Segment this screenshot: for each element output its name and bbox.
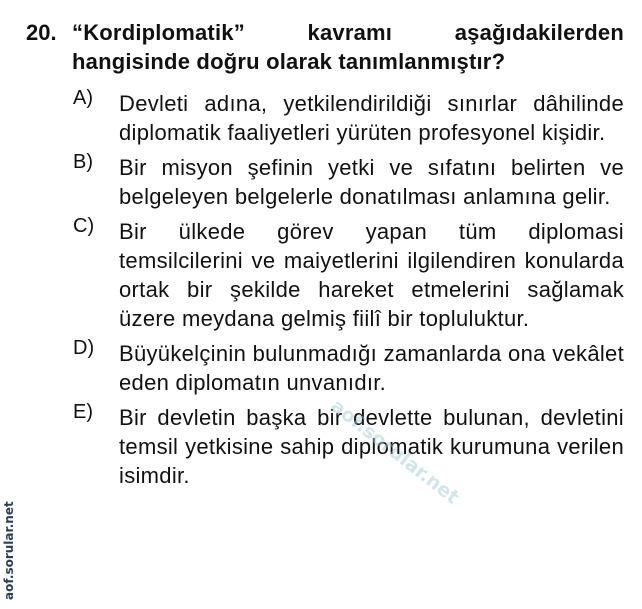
question-block — [26, 18, 624, 496]
option-text: Bir ülkede görev yapan tüm diplomasi temsilcilerini ve maiyetlerini ilgilendiren konularda ortak bir şekilde hareket etmelerini sağlamak üzere meydana gelmiş fiilî bir topluluktur. — [119, 219, 624, 331]
option-text: Devleti adına, yetkilendirildiği sınırlar dâhilinde diplomatik faaliyetleri yürüten profesyonel kişidir. — [119, 91, 624, 145]
question-stem: “Kordiplomatik” kavramı aşağıdakilerden hangisinde doğru olarak tanımlanmıştır? — [72, 20, 624, 74]
option-letter: C) — [73, 215, 95, 237]
option-letter: E) — [73, 401, 93, 423]
question-number: 20. — [26, 20, 57, 45]
option-b[interactable] — [73, 153, 624, 211]
option-text: Bir misyon şefinin yetki ve sıfatını belirten ve belgeleyen belgelerle donatılması anlamına gelir. — [119, 155, 624, 209]
option-c[interactable] — [73, 217, 624, 333]
watermark-side: aof.sorular.net — [2, 501, 16, 600]
watermark-center: aof.sorular.net — [326, 395, 464, 509]
option-a[interactable] — [73, 89, 624, 147]
option-letter: B) — [73, 151, 93, 173]
option-d[interactable] — [73, 339, 624, 397]
option-letter: A) — [73, 87, 93, 109]
option-text: Büyükelçinin bulunmadığı zamanlarda ona vekâlet eden diplomatın unvanıdır. — [119, 341, 624, 395]
answer-options — [73, 89, 624, 490]
option-text: Bir devletin başka bir devlette bulunan, devletini temsil yetkisine sahip diplomatik kurumuna verilen isimdir. — [119, 405, 624, 488]
option-letter: D) — [73, 337, 95, 359]
option-e[interactable] — [73, 403, 624, 490]
question-header — [26, 18, 624, 76]
